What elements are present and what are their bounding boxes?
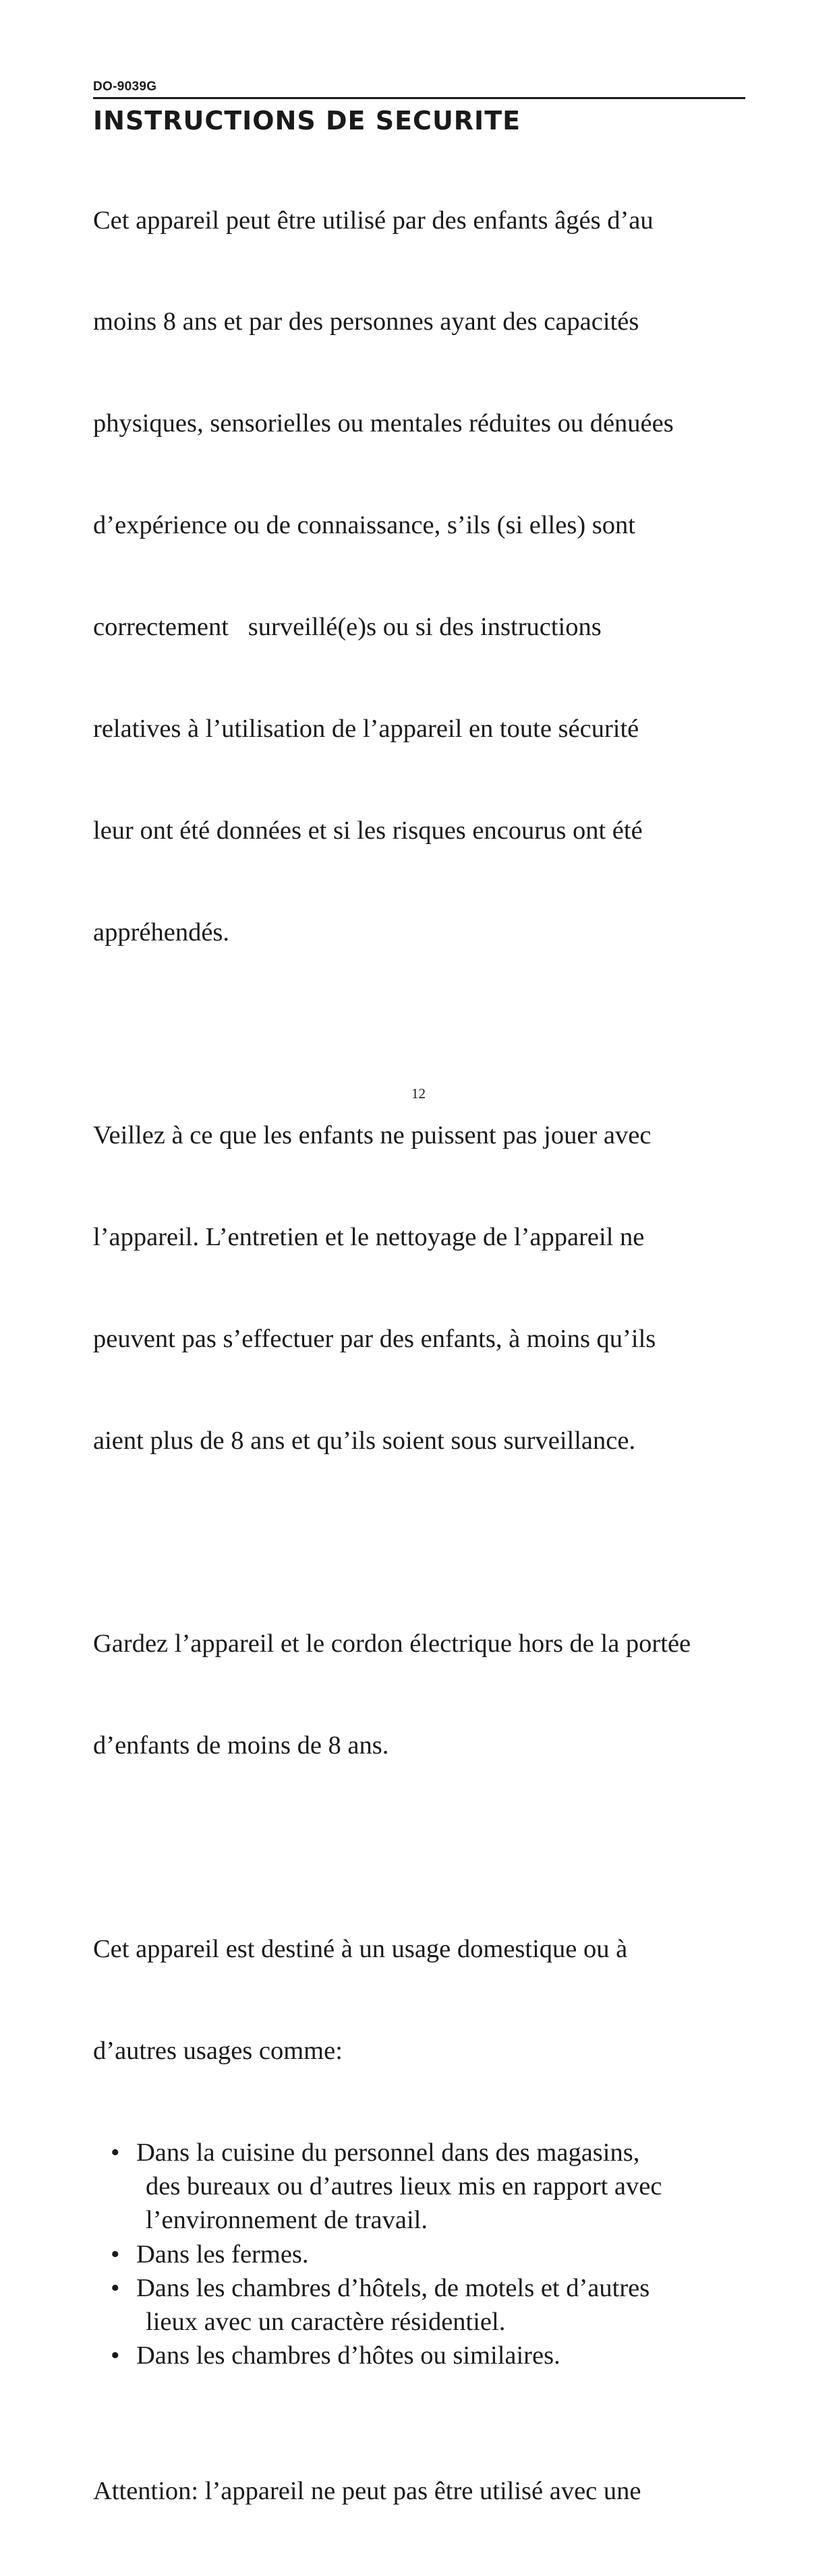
usage-bullet-list [93, 2136, 745, 2373]
paragraph-age-capacity [93, 136, 745, 1017]
paragraph-attention [93, 2407, 745, 2576]
text-line: d’autres usages comme: [93, 2036, 343, 2065]
text-line: l’appareil. L’entretien et le nettoyage de l’appareil ne [93, 1223, 645, 1252]
text-line: Dans les chambres d’hôtels, de motels et d’autres [136, 2273, 650, 2302]
paragraph-intended-use [93, 1864, 745, 2135]
list-item [93, 2136, 745, 2238]
text-line: des bureaux ou d’autres lieux mis en rapport avec [146, 2171, 662, 2200]
text-line: Gardez l’appareil et le cordon électrique hors de la portée [93, 1629, 691, 1658]
bullet-icon: • [111, 2138, 120, 2167]
paragraph-gap [93, 1830, 745, 1864]
text-line: leur ont été données et si les risques encourus ont été [93, 816, 643, 845]
paragraph-gap [93, 1526, 745, 1559]
text-line: physiques, sensorielles ou mentales réduites ou dénuées [93, 409, 674, 438]
text-line: Dans la cuisine du personnel dans des magasins, [136, 2138, 640, 2167]
text-line: Veillez à ce que les enfants ne puissent pas jouer avec [93, 1121, 652, 1150]
paragraph-gap [93, 2373, 745, 2407]
bullet-icon: • [111, 2341, 120, 2370]
text-line: peuvent pas s’effectuer par des enfants, à moins qu’ils [93, 1325, 656, 1354]
text-line: l’environnement de travail. [146, 2206, 428, 2235]
page-number: 12 [411, 1085, 426, 1102]
text-line: Dans les chambres d’hôtes ou similaires. [136, 2341, 560, 2370]
document-page [93, 80, 745, 2576]
model-number: DO-9039G [93, 80, 157, 94]
text-line: Dans les fermes. [136, 2240, 309, 2269]
text-line: aient plus de 8 ans et qu’ils soient sous surveillance. [93, 1426, 636, 1455]
header-rule [93, 97, 745, 99]
body-text [93, 136, 745, 2576]
paragraph-children-play [93, 1051, 745, 1526]
text-line: moins 8 ans et par des personnes ayant des capacités [93, 307, 639, 336]
list-item [93, 2238, 745, 2271]
paragraph-gap [93, 1017, 745, 1051]
text-line: lieux avec un caractère résidentiel. [146, 2308, 506, 2337]
text-line: d’enfants de moins de 8 ans. [93, 1731, 389, 1760]
text-line: correctement surveillé(e)s ou si des instructions [93, 613, 602, 642]
text-line: relatives à l’utilisation de l’appareil en toute sécurité [93, 715, 639, 744]
text-line: Attention: l’appareil ne peut pas être utilisé avec une [93, 2477, 641, 2506]
list-item [93, 2271, 745, 2339]
text-line: Cet appareil est destiné à un usage domestique ou à [93, 1934, 628, 1963]
text-line: appréhendés. [93, 918, 230, 947]
bullet-icon: • [111, 2273, 120, 2302]
bullet-icon: • [111, 2240, 120, 2269]
section-title: INSTRUCTIONS DE SECURITE [93, 106, 521, 136]
paragraph-cord-reach [93, 1559, 745, 1830]
list-item [93, 2339, 745, 2372]
text-line: Cet appareil peut être utilisé par des enfants âgés d’au [93, 206, 654, 235]
text-line: d’expérience ou de connaissance, s’ils (si elles) sont [93, 511, 635, 540]
